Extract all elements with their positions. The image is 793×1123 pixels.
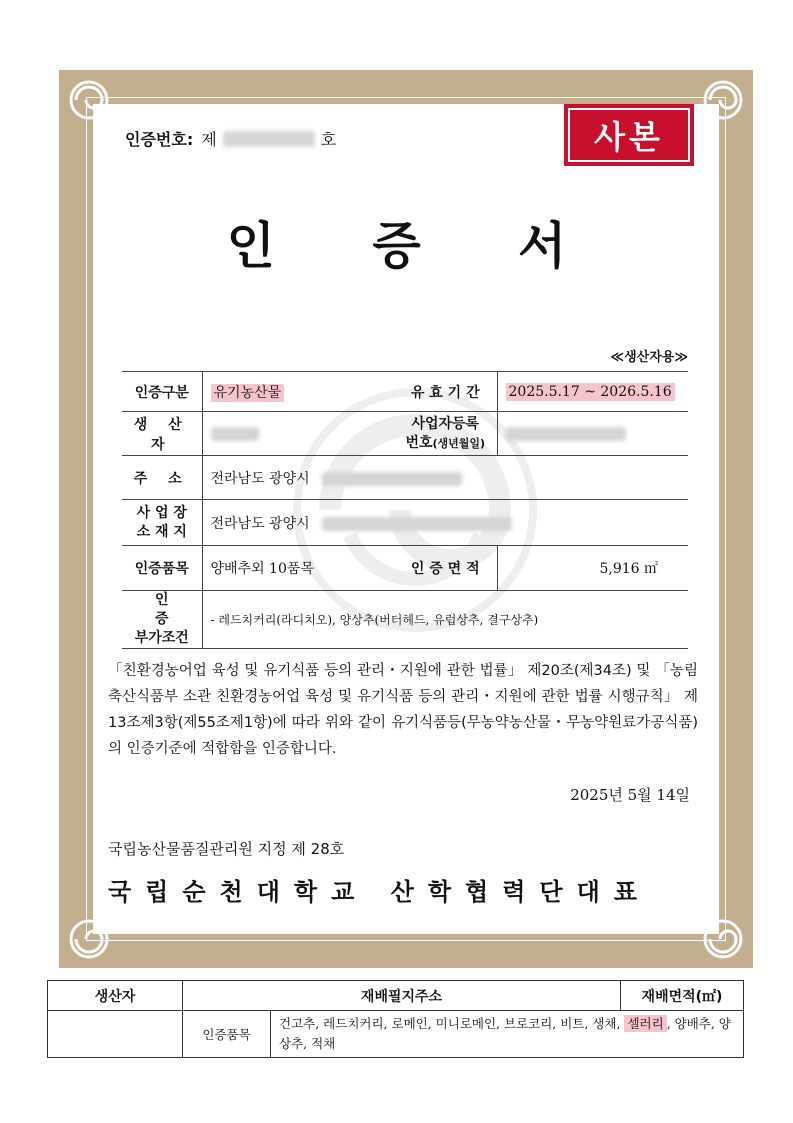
items-text-highlight: 셀러리 bbox=[624, 1015, 666, 1032]
certificate-number bbox=[125, 127, 336, 150]
certified-items bbox=[271, 1011, 744, 1058]
area-label: 인 증 면 적 bbox=[394, 546, 497, 591]
items-value: 양배추외 10품목 bbox=[202, 546, 394, 591]
copy-stamp bbox=[564, 104, 694, 166]
cert-type-label: 인증구분 bbox=[122, 372, 202, 412]
biz-reg-label-line1: 사업자등록 bbox=[411, 415, 480, 432]
corner-ornament-icon bbox=[700, 916, 746, 962]
corner-ornament-icon bbox=[66, 77, 112, 123]
redacted-address bbox=[322, 472, 462, 486]
certificate-number-label: 인증번호: bbox=[125, 130, 194, 149]
document-title: 인 증 서 bbox=[226, 217, 607, 275]
items-text-2: , 양배추, 양상추, 적채 bbox=[279, 1016, 731, 1051]
redacted-site bbox=[322, 517, 512, 531]
conditions-label-line1: 인 증 bbox=[154, 592, 185, 627]
biz-reg-label-note: (생년월일) bbox=[432, 436, 486, 450]
copy-stamp-text: 사본 bbox=[568, 108, 690, 162]
area-value: 5,916 ㎡ bbox=[497, 546, 688, 591]
items-text-1: 건고추, 레드치커리, 로메인, 미니로메인, 브로코리, 비트, 생채, bbox=[279, 1016, 621, 1031]
issue-date: 2025년 5월 14일 bbox=[570, 786, 690, 804]
cultivation-table bbox=[47, 980, 744, 1058]
certificate-info-table bbox=[122, 371, 688, 649]
redacted-biz-number bbox=[506, 427, 626, 441]
table-row bbox=[122, 456, 688, 500]
col-area: 재배면적(㎡) bbox=[621, 981, 744, 1011]
table-row bbox=[122, 412, 688, 456]
issuer-name: 국립순천대학교 산학협력단대표 bbox=[108, 878, 651, 906]
site-value: 전라남도 광양시 bbox=[210, 515, 310, 532]
table-row bbox=[48, 1011, 744, 1058]
items-label: 인증품목 bbox=[122, 546, 202, 591]
conditions-label bbox=[122, 591, 202, 649]
use-label: ≪생산자용≫ bbox=[610, 350, 688, 365]
col-producer: 생산자 bbox=[48, 981, 183, 1011]
designation: 국립농산물품질관리원 지정 제 28호 bbox=[108, 840, 345, 858]
redacted-number bbox=[223, 131, 315, 147]
certificate-number-suffix: 호 bbox=[320, 130, 337, 149]
validity-value: 2025.5.17 ~ 2026.5.16 bbox=[506, 383, 675, 401]
producer-label: 생 산 자 bbox=[122, 412, 202, 456]
certification-statement: 「친환경농어업 육성 및 유기식품 등의 관리・지원에 관한 법률」 제20조(제34조) 및 「농림축산식품부 소관 친환경농어업 육성 및 유기식품 등의 관리・지원에 관한 법률 시행규칙」 제13조제3항(제55조제1항)에 따라 위와 같이 유기식품등(무농약농산물・무농약원료가공식품)의 인증기준에 적합함을 인증합니다. bbox=[108, 663, 698, 757]
redacted-producer bbox=[211, 427, 259, 441]
table-row bbox=[122, 500, 688, 546]
table-header-row bbox=[48, 981, 744, 1011]
row-label: 인증품목 bbox=[183, 1011, 271, 1058]
address-value: 전라남도 광양시 bbox=[210, 470, 310, 487]
table-row bbox=[122, 372, 688, 412]
conditions-label-line2: 부가조건 bbox=[134, 630, 189, 646]
table-row bbox=[122, 591, 688, 649]
site-label-line1: 사 업 장 bbox=[136, 504, 187, 521]
corner-ornament-icon bbox=[700, 77, 746, 123]
address-label: 주 소 bbox=[122, 456, 202, 500]
biz-reg-label-line2: 번호 bbox=[405, 434, 433, 451]
conditions-value: - 레드치커리(라디치오), 양상추(버터헤드, 유럽상추, 결구상추) bbox=[202, 591, 688, 649]
certificate-number-prefix: 제 bbox=[201, 130, 217, 149]
site-label bbox=[122, 500, 202, 546]
table-row bbox=[122, 546, 688, 591]
validity-label: 유 효 기 간 bbox=[394, 372, 497, 412]
biz-reg-label bbox=[394, 412, 497, 456]
col-address: 재배필지주소 bbox=[183, 981, 621, 1011]
cert-type-value: 유기농산물 bbox=[211, 384, 285, 402]
corner-ornament-icon bbox=[66, 916, 112, 962]
site-label-line2: 소 재 지 bbox=[136, 523, 187, 540]
